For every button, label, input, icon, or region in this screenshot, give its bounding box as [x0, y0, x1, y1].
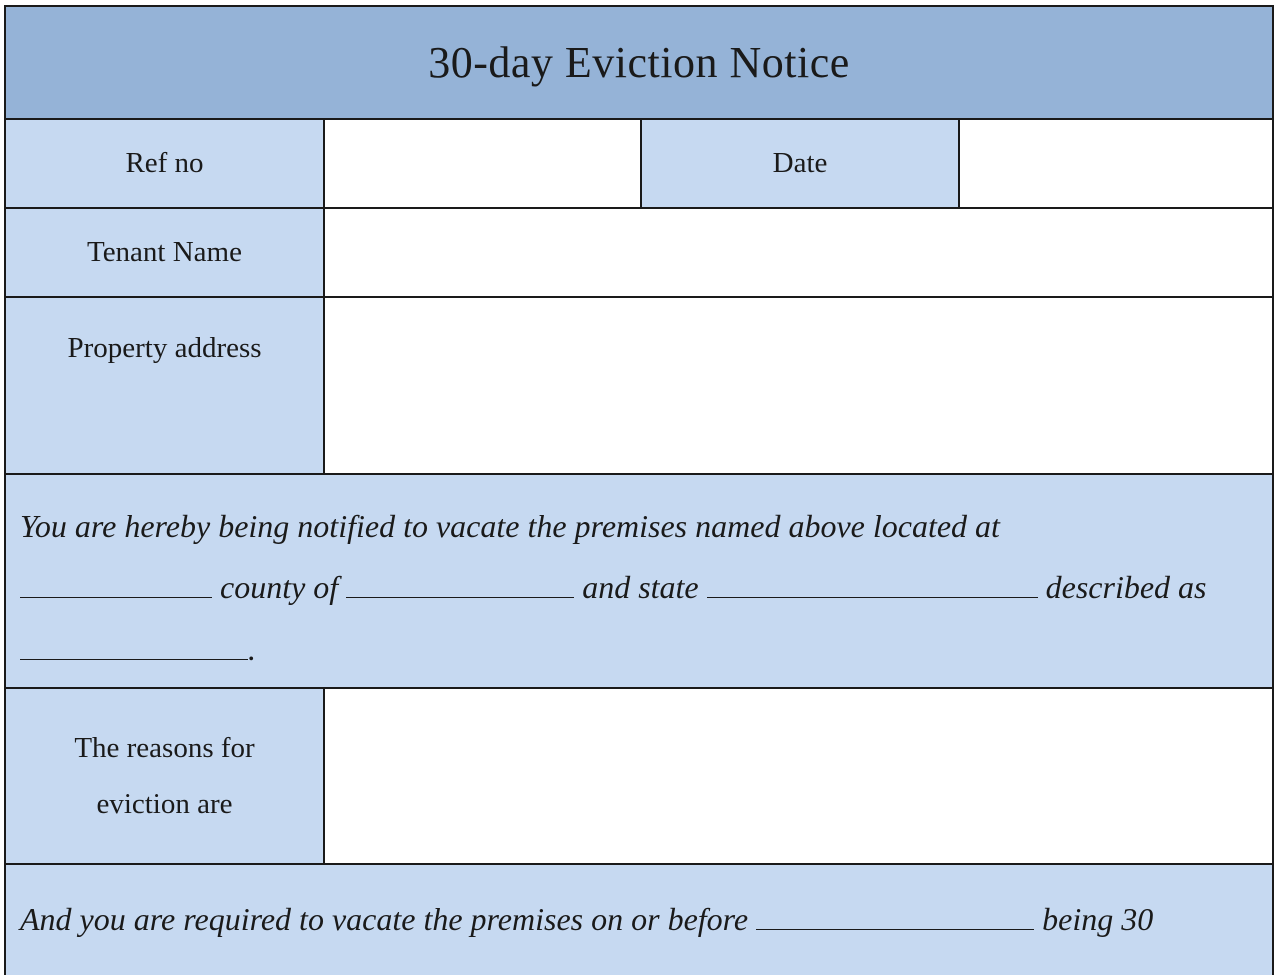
county-blank[interactable] [20, 571, 212, 598]
tenant-name-label: Tenant Name [6, 209, 323, 296]
property-address-label: Property address [6, 298, 323, 473]
ref-date-row [6, 120, 1272, 209]
date-field[interactable] [958, 120, 1272, 207]
property-address-row [6, 298, 1272, 475]
county-of-text: county of [220, 569, 339, 605]
eviction-notice-form [4, 5, 1274, 975]
form-header [6, 7, 1272, 120]
notice-line-2 [20, 569, 1206, 606]
vacate-text: And you are required to vacate the premises on or before [20, 901, 749, 937]
vacate-line-1 [20, 901, 1153, 938]
vacate-paragraph [6, 865, 1272, 975]
reasons-field[interactable] [323, 689, 1272, 863]
tenant-name-row [6, 209, 1272, 298]
notice-paragraph [6, 475, 1272, 689]
being-30-text: being 30 [1042, 901, 1154, 937]
tenant-name-field[interactable] [323, 209, 1272, 296]
reasons-row [6, 689, 1272, 865]
date-label: Date [640, 120, 958, 207]
reasons-label-line-2: eviction are [96, 788, 233, 820]
vacate-date-blank[interactable] [756, 903, 1034, 930]
described-as-text: described as [1045, 569, 1207, 605]
notice-line-1: You are hereby being notified to vacate the premises named above located at [20, 508, 1000, 544]
period-text: . [248, 631, 256, 667]
notice-line-3 [20, 631, 256, 668]
property-address-field[interactable] [323, 298, 1272, 473]
county-of-blank[interactable] [346, 571, 574, 598]
ref-no-field[interactable] [323, 120, 640, 207]
form-title: 30-day Eviction Notice [428, 38, 850, 87]
reasons-label [6, 689, 323, 863]
description-blank[interactable] [20, 633, 248, 660]
and-state-text: and state [582, 569, 699, 605]
state-blank[interactable] [707, 571, 1038, 598]
ref-no-label: Ref no [6, 120, 323, 207]
reasons-label-line-1: The reasons for [74, 732, 255, 764]
